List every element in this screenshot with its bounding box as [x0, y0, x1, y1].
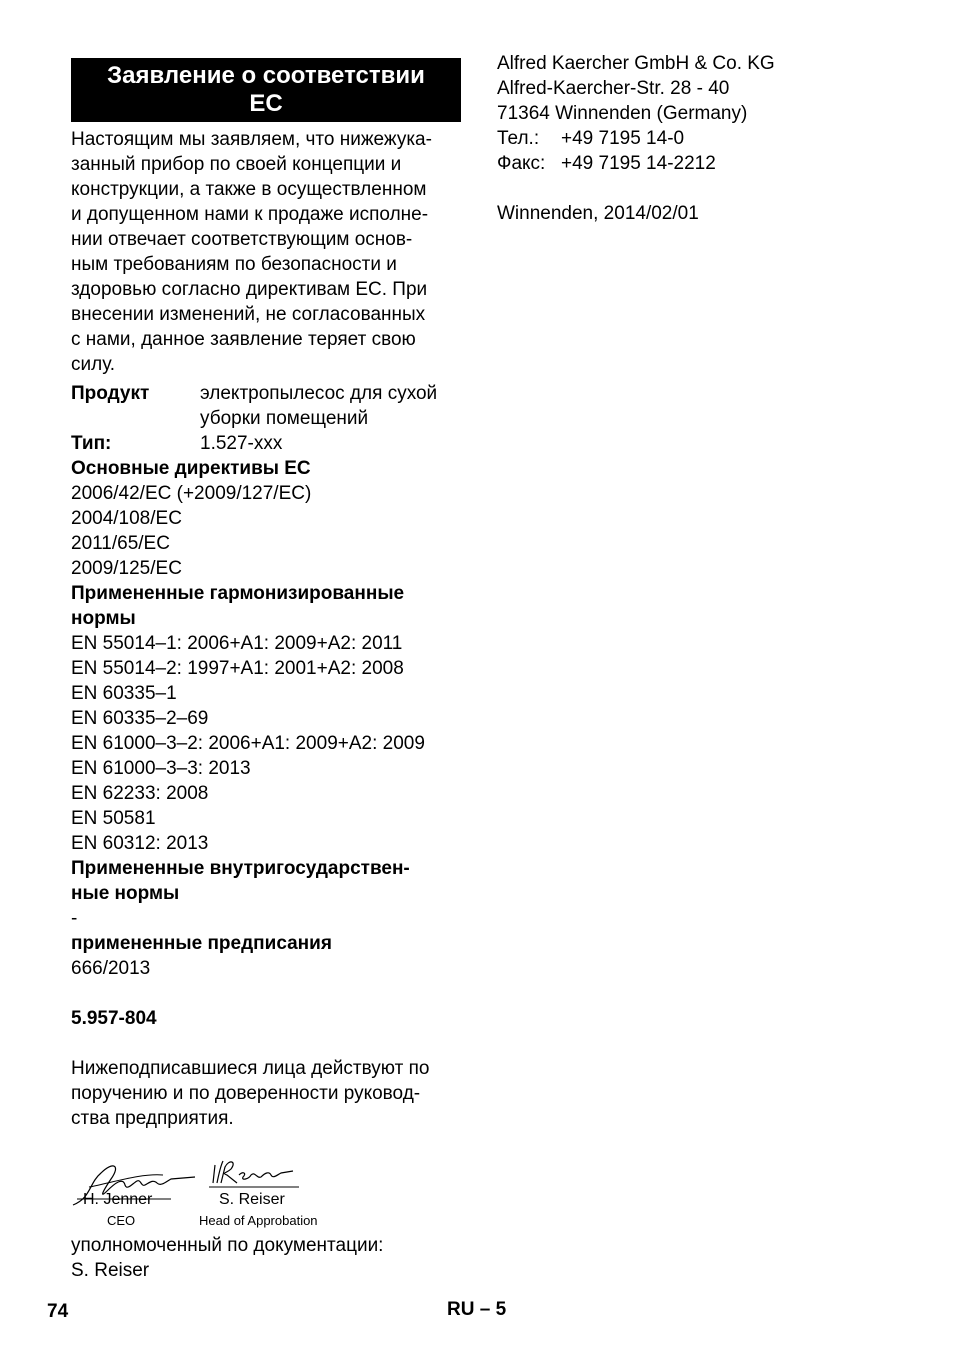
national-value: -: [71, 908, 78, 929]
signer-role: CEO: [107, 1213, 136, 1228]
list-item: EN 50581: [71, 808, 156, 829]
document-number: 5.957-804: [71, 1008, 157, 1029]
company-city: 71364 Winnenden (Germany): [497, 103, 748, 124]
fax-value: +49 7195 14-2212: [561, 153, 716, 174]
list-item: 2004/108/EC: [71, 508, 182, 529]
harmonized-list: [71, 631, 461, 856]
phone-row: [497, 126, 897, 151]
page-title: Заявление о соответствии ЕС: [71, 58, 461, 122]
type-row: [71, 431, 461, 456]
list-item: EN 60335–2–69: [71, 708, 209, 729]
directives-list: [71, 481, 461, 581]
authorized-name: S. Reiser: [71, 1260, 150, 1281]
signer-name: H. Jenner: [83, 1191, 153, 1208]
company-name: Alfred Kaercher GmbH & Co. KG: [497, 53, 775, 74]
list-item: EN 61000–3–2: 2006+A1: 2009+A2: 2009: [71, 733, 425, 754]
section-label: RU – 5: [447, 1299, 507, 1320]
left-column: [71, 58, 461, 1283]
company-street: Alfred-Kaercher-Str. 28 - 40: [497, 78, 730, 99]
list-item: 2011/65/EC: [71, 533, 170, 554]
reiser-signature-stroke: [213, 1161, 293, 1183]
signers-paragraph: Нижеподписавшиеся лица действуют по поручению и по доверенности руковод- ства предприятия.: [71, 1058, 430, 1129]
authorized-label: уполномоченный по документации:: [71, 1235, 384, 1256]
type-value: 1.527-xxx: [200, 433, 283, 454]
signatures-block: [71, 1143, 461, 1233]
list-item: EN 61000–3–3: 2013: [71, 758, 251, 779]
fax-label: Факс:: [497, 153, 546, 174]
place-date: Winnenden, 2014/02/01: [497, 203, 699, 224]
list-item: EN 55014–2: 1997+A1: 2001+A2: 2008: [71, 658, 404, 679]
product-value: электропылесос для сухой уборки помещений: [200, 383, 438, 429]
product-row: [71, 381, 461, 431]
list-item: EN 62233: 2008: [71, 783, 209, 804]
type-label: Тип:: [71, 433, 112, 454]
list-item: 2009/125/EC: [71, 558, 182, 579]
list-item: EN 60335–1: [71, 683, 177, 704]
signer-name: S. Reiser: [219, 1191, 285, 1208]
phone-value: +49 7195 14-0: [561, 128, 685, 149]
list-item: EN 60312: 2013: [71, 833, 209, 854]
regulations-heading: примененные предписания: [71, 933, 332, 954]
list-item: EN 55014–1: 2006+A1: 2009+A2: 2011: [71, 633, 403, 654]
product-label: Продукт: [71, 383, 150, 404]
address-block: [497, 51, 897, 226]
directives-heading: Основные директивы ЕС: [71, 458, 311, 479]
page-number: 74: [47, 1301, 69, 1322]
signer-role: Head of Approbation: [199, 1213, 318, 1228]
list-item: 2006/42/EC (+2009/127/EC): [71, 483, 312, 504]
harmonized-heading: Примененные гармонизированные нормы: [71, 583, 405, 629]
phone-label: Тел.:: [497, 128, 540, 149]
national-heading: Примененные внутригосударствен- ные нормы: [71, 858, 410, 904]
regulations-value: 666/2013: [71, 958, 151, 979]
intro-paragraph: Настоящим мы заявляем, что нижежука- занный прибор по своей концепции и конструкции, а также в осуществленном и допущенном нами к продаже исполне- нии отвечает соответствующим основ- ным требованиям по безопасности и здоровью согласно директивам ЕС. При внесении изменений, не согласованных с нами, данное заявление теряет свою силу.: [71, 129, 432, 375]
fax-row: [497, 151, 897, 176]
